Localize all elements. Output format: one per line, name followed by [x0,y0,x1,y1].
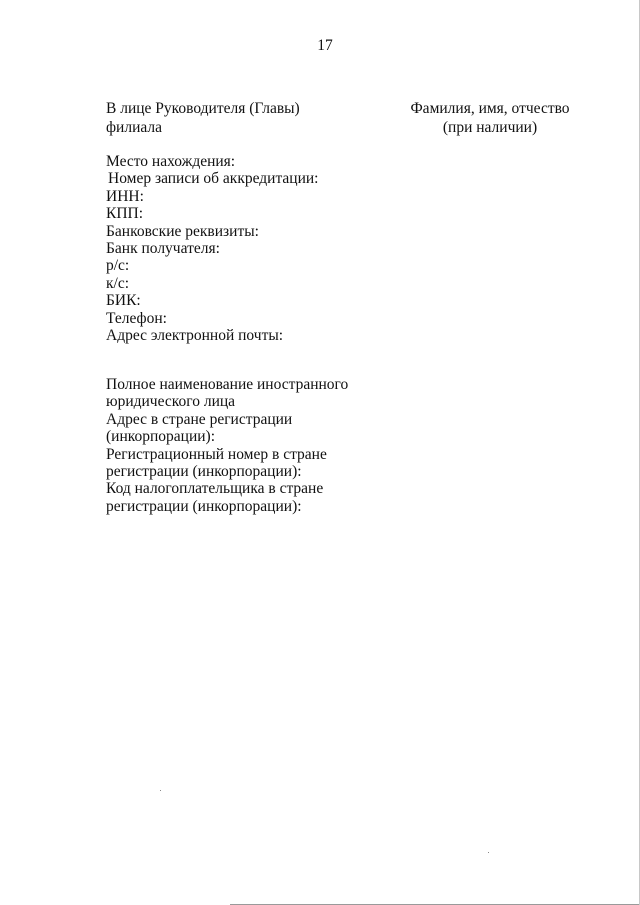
scan-speck [488,852,489,853]
foreign-entity-line: Регистрационный номер в стране [106,445,327,463]
representative-block [106,99,300,137]
detail-accreditation-number: Номер записи об аккредитации: [108,170,319,188]
detail-kpp: КПП: [106,205,144,223]
foreign-entity-line: Код налогоплательщика в стране [106,480,324,498]
detail-email: Адрес электронной почты: [106,327,284,345]
scan-speck [160,790,161,791]
representative-line: филиала [106,119,162,136]
foreign-entity-line: Адрес в стране регистрации [106,410,293,428]
full-name-line: Фамилия, имя, отчество [410,100,570,117]
foreign-entity-line: Полное наименование иностранного [106,376,349,393]
detail-phone: Телефон: [106,309,167,327]
foreign-entity-line: регистрации (инкорпорации): [106,497,302,515]
foreign-entity-line: регистрации (инкорпорации): [106,463,302,481]
detail-inn: ИНН: [106,187,144,205]
full-name-block [395,99,585,137]
foreign-entity-block [106,376,348,515]
detail-settlement-account: р/с: [106,257,130,275]
detail-location: Место нахождения: [106,153,236,170]
detail-bik: БИК: [106,292,141,310]
page-number: 17 [317,37,333,54]
detail-bank-requisites: Банковские реквизиты: [106,222,259,240]
detail-recipient-bank: Банк получателя: [106,240,220,258]
foreign-entity-line: юридического лица [106,393,236,411]
representative-line: В лице Руководителя (Главы) [106,100,300,117]
detail-correspondent-account: к/с: [106,274,130,292]
full-name-line: (при наличии) [442,119,538,136]
foreign-entity-line: (инкорпорации): [106,428,216,446]
details-block [106,153,319,344]
